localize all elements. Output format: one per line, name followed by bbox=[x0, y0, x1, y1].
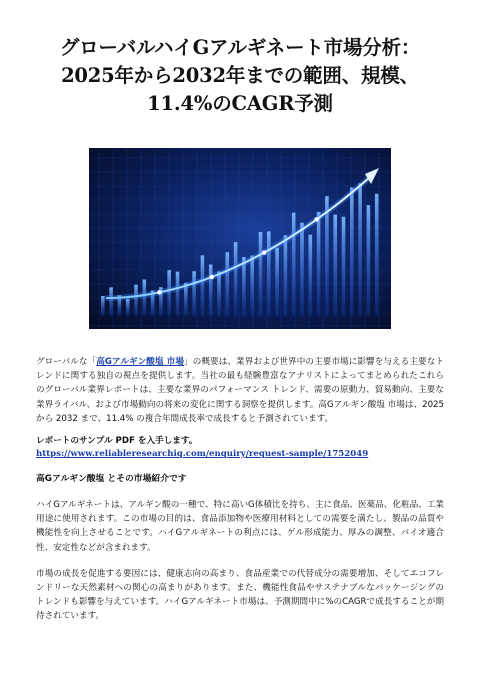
illustration-bar bbox=[101, 296, 105, 316]
intro-paragraph bbox=[36, 355, 444, 426]
illustration-bar bbox=[226, 252, 230, 316]
illustration-bar bbox=[292, 213, 296, 316]
illustration-bar bbox=[333, 215, 337, 316]
illustration-bar bbox=[358, 183, 362, 316]
intro-prefix: グローバルな「 bbox=[36, 357, 97, 367]
section-heading: 高Gアルギン酸塩 とその市場紹介です bbox=[36, 474, 187, 485]
illustration-bar bbox=[209, 264, 213, 316]
illustration-bar bbox=[234, 242, 238, 316]
sample-request bbox=[36, 435, 444, 460]
trend-point bbox=[262, 250, 266, 254]
illustration-bar bbox=[192, 271, 196, 316]
illustration-bar bbox=[309, 235, 313, 316]
trend-point bbox=[157, 290, 161, 294]
illustration-bar bbox=[259, 232, 263, 316]
sample-label: レポートのサンプル PDF を入手します。 bbox=[36, 436, 198, 447]
illustration-bar bbox=[375, 194, 379, 316]
growth-drivers-paragraph: 市場の成長を促進する要因には、健康志向の高まり、食品産業での代替成分の需要増加、そしてエコフレンドリーな天然素材への関心の高まりがあります。また、機能性食品やサステナブルなパッケージングのトレンドも影響を与えています。ハイGアルギネート市場は、予測期間中に%のCAGRで成長することが期待されています。 bbox=[36, 568, 444, 622]
illustration-bar bbox=[367, 205, 371, 316]
illustration-bar bbox=[217, 271, 221, 316]
illustration-bar bbox=[201, 255, 205, 316]
illustration-bar bbox=[275, 248, 279, 316]
illustration-bar bbox=[267, 231, 271, 316]
market-keyword-link[interactable]: 高Gアルギン酸塩 市場 bbox=[96, 357, 185, 367]
illustration-bar bbox=[284, 235, 288, 316]
trend-point bbox=[210, 275, 214, 279]
illustration-bar bbox=[176, 272, 180, 316]
illustration-bar bbox=[109, 287, 113, 316]
trend-point bbox=[314, 217, 318, 221]
illustration-bar bbox=[134, 285, 138, 316]
growth-chart-illustration bbox=[89, 148, 391, 329]
market-intro-paragraph: ハイGアルギネートは、アルギン酸の一種で、特に高いG体積比を持ち、主に食品、医薬品、化粧品、工業用途に使用されます。この市場の目的は、食品添加物や医療用材料としての需要を満たし、製品の品質や機能性を向上させることです。ハイGアルギネートの利点には、ゲル形成能力、厚みの調整、バイオ適合性、安定性などが含まれます。 bbox=[36, 500, 444, 553]
illustration-bar bbox=[250, 256, 254, 316]
page-title: グローバルハイGアルギネート市場分析：2025年から2032年までの範囲、規模、11.4%のCAGR予測 bbox=[59, 36, 421, 115]
illustration-bar bbox=[126, 299, 130, 316]
illustration-bar bbox=[350, 187, 354, 316]
intro-body: 」の概要は、業界および世界中の主要市場に影響を与える主要なトレンドに関する独自の視点を提供します。当社の最も経験豊富なアナリストによってまとめられたこれらのグローバル業界レポートは、主要な業界のパフォーマンス トレンド、需要の原動力、貿易動向、主要な業界ライバル、および市場動向の将来の変化に関する洞察を提供します。高Gアルギン酸塩 市場は、2025 から 2032 まで、11.4% の複合年間成長率で成長すると予測されています。 bbox=[36, 357, 444, 424]
illustration-bar bbox=[342, 217, 346, 316]
illustration-bar bbox=[317, 212, 321, 316]
sample-url-link[interactable]: https://www.reliableresearchiq.com/enquiry/request-sample/1752049 bbox=[36, 448, 369, 459]
illustration-bar bbox=[300, 223, 304, 316]
